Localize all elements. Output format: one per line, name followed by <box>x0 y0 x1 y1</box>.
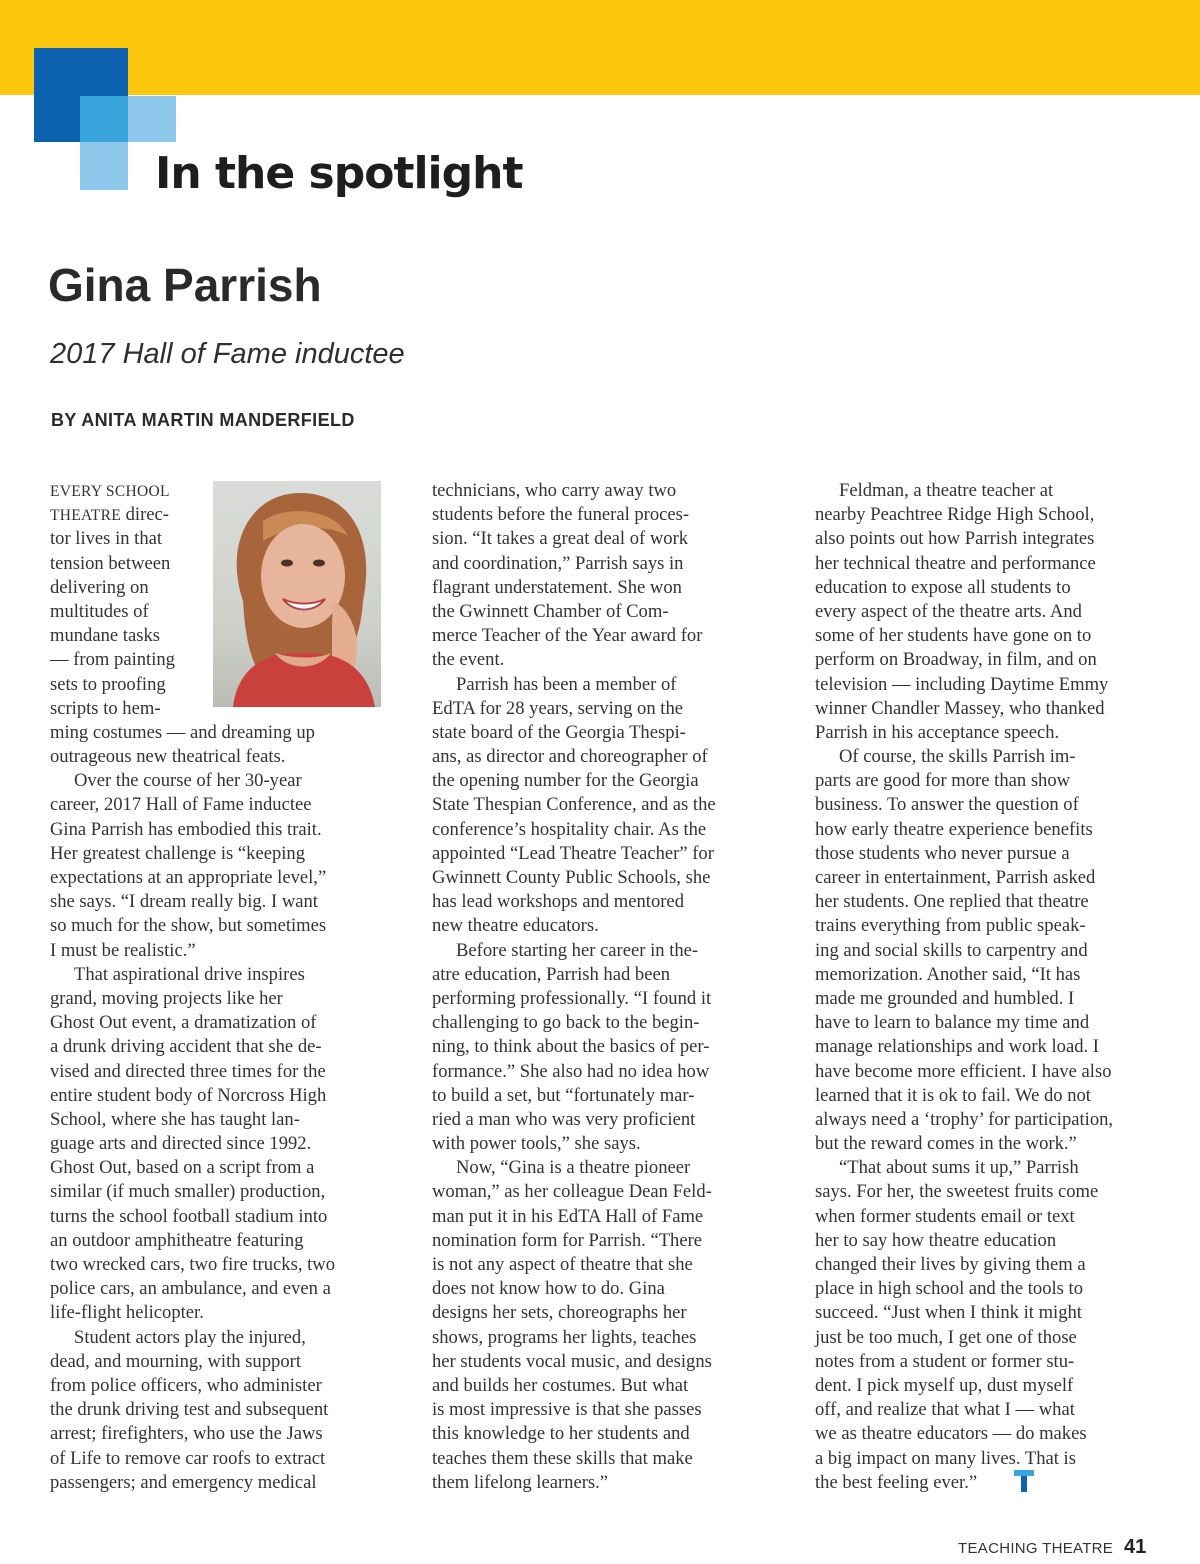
column-line: sets to proofing <box>50 673 166 695</box>
column-line: state board of the Georgia Thespi- <box>432 721 686 743</box>
column-line: perform on Broadway, in film, and on <box>815 649 1097 671</box>
column-line: her students vocal music, and designs <box>432 1350 712 1372</box>
column-line: Before starting her career in the- <box>456 939 699 961</box>
column-line: ans, as director and choreographer of <box>432 746 708 768</box>
column-line: I must be realistic.” <box>50 939 196 961</box>
column-line: dent. I pick myself up, dust myself <box>815 1374 1074 1396</box>
column-line: with power tools,” she says. <box>432 1133 641 1155</box>
column-line: always need a ‘trophy’ for participation, <box>815 1108 1114 1130</box>
column-line: vised and directed three times for the <box>50 1060 326 1082</box>
column-line: technicians, who carry away two <box>432 480 677 501</box>
article-subtitle: 2017 Hall of Fame inductee <box>50 338 405 370</box>
column-line: the opening number for the Georgia <box>432 770 699 792</box>
column-line: changed their lives by giving them a <box>815 1254 1086 1275</box>
column-line: some of her students have gone on to <box>815 625 1092 647</box>
column-line: but the reward comes in the work.” <box>815 1133 1077 1155</box>
column-line: those students who never pursue a <box>815 842 1070 864</box>
column-line: learned that it is ok to fail. We do not <box>815 1084 1091 1106</box>
column-line: police cars, an ambulance, and even a <box>50 1278 331 1300</box>
column-line: she says. “I dream really big. I want <box>50 891 318 913</box>
column-line: shows, programs her lights, teaches <box>432 1326 697 1348</box>
column-line: this knowledge to her students and <box>432 1423 690 1445</box>
column-line: from police officers, who administer <box>50 1374 322 1396</box>
column-line: EVERY SCHOOL <box>50 483 170 500</box>
column-line: woman,” as her colleague Dean Feld- <box>432 1181 712 1203</box>
column-line: two wrecked cars, two fire trucks, two <box>50 1254 336 1275</box>
column-line: That aspirational drive inspires <box>74 963 305 985</box>
article-column-1 <box>50 479 385 1495</box>
column-line: made me grounded and humbled. I <box>815 987 1075 1009</box>
column-line: is most impressive is that she passes <box>432 1399 702 1421</box>
column-line: Feldman, a theatre teacher at <box>839 480 1054 501</box>
column-line: has lead workshops and mentored <box>432 891 684 913</box>
column-line: the event. <box>432 649 505 671</box>
column-line: mundane tasks <box>50 625 160 647</box>
column-line: multitudes of <box>50 600 149 622</box>
column-line: Student actors play the injured, <box>74 1326 306 1348</box>
decorative-square-light-blue-lower <box>80 142 128 190</box>
column-line: Ghost Out, based on a script from a <box>50 1157 315 1179</box>
column-line: and coordination,” Parrish says in <box>432 552 684 574</box>
column-line: of Life to remove car roofs to extract <box>50 1447 326 1469</box>
column-line: nomination form for Parrish. “There <box>432 1229 703 1251</box>
column-line: tor lives in that <box>50 528 163 550</box>
decorative-square-mid-blue <box>80 96 128 142</box>
column-line: have to learn to balance my time and <box>815 1012 1090 1034</box>
column-line: tension between <box>50 552 171 574</box>
column-line: manage relationships and work load. I <box>815 1036 1099 1058</box>
column-line: Gina Parrish has embodied this trait. <box>50 818 322 840</box>
column-line: teaches them these skills that make <box>432 1447 693 1469</box>
column-line: says. For her, the sweetest fruits come <box>815 1181 1099 1203</box>
column-line: School, where she has taught lan- <box>50 1108 300 1130</box>
column-line: place in high school and the tools to <box>815 1278 1084 1300</box>
column-line: parts are good for more than show <box>815 770 1071 792</box>
column-line: Now, “Gina is a theatre pioneer <box>456 1157 691 1179</box>
column-line: atre education, Parrish had been <box>432 963 671 985</box>
column-line: new theatre educators. <box>432 915 599 937</box>
column-line: and builds her costumes. But what <box>432 1374 689 1396</box>
column-line: man put it in his EdTA Hall of Fame <box>432 1205 704 1227</box>
column-line: Over the course of her 30-year <box>74 770 302 792</box>
end-mark-icon <box>1014 1470 1034 1492</box>
column-line: to build a set, but “fortunately mar- <box>432 1084 695 1106</box>
column-line: her students. One replied that theatre <box>815 891 1089 913</box>
column-line: THEATRE direc- <box>50 504 169 526</box>
column-line: guage arts and directed since 1992. <box>50 1133 312 1155</box>
column-line: succeed. “Just when I think it might <box>815 1302 1082 1324</box>
column-line: when former students email or text <box>815 1205 1075 1227</box>
column-line: nearby Peachtree Ridge High School, <box>815 504 1095 526</box>
column-line: so much for the show, but sometimes <box>50 915 327 937</box>
column-line: ing and social skills to carpentry and <box>815 939 1088 961</box>
column-line: scripts to hem- <box>50 697 161 719</box>
column-line: an outdoor amphitheatre featuring <box>50 1229 304 1251</box>
column-line: Of course, the skills Parrish im- <box>839 746 1076 768</box>
column-line: EdTA for 28 years, serving on the <box>432 697 684 719</box>
column-line: life-flight helicopter. <box>50 1302 204 1324</box>
column-line: designs her sets, choreographs her <box>432 1302 687 1324</box>
column-line: also points out how Parrish integrates <box>815 528 1095 550</box>
column-line: expectations at an appropriate level,” <box>50 867 327 888</box>
column-line: a drunk driving accident that she de- <box>50 1036 322 1058</box>
column-line: off, and realize that what I — what <box>815 1399 1075 1421</box>
column-line: how early theatre experience benefits <box>815 818 1093 840</box>
column-line: we as theatre educators — do makes <box>815 1423 1087 1445</box>
column-line: students before the funeral proces- <box>432 504 690 526</box>
column-line: turns the school football stadium into <box>50 1205 328 1227</box>
header-color-bar <box>0 0 1200 95</box>
column-line: memorization. Another said, “It has <box>815 963 1081 985</box>
column-line: career in entertainment, Parrish asked <box>815 867 1096 888</box>
column-line: sion. “It takes a great deal of work <box>432 528 689 550</box>
column-line: appointed “Lead Theatre Teacher” for <box>432 842 714 864</box>
section-title: In the spotlight <box>155 148 523 199</box>
column-line: “That about sums it up,” Parrish <box>839 1157 1079 1179</box>
column-line: ried a man who was very proficient <box>432 1108 696 1130</box>
column-line: entire student body of Norcross High <box>50 1084 327 1106</box>
column-line: challenging to go back to the begin- <box>432 1012 700 1034</box>
column-line: State Thespian Conference, and as the <box>432 794 716 816</box>
column-line: — from painting <box>50 649 175 671</box>
column-line: the best feeling ever.” <box>815 1471 978 1493</box>
page-number: 41 <box>1124 1536 1147 1558</box>
column-line: flagrant understatement. She won <box>432 576 682 598</box>
column-line: grand, moving projects like her <box>50 987 283 1009</box>
column-line: is not any aspect of theatre that she <box>432 1254 693 1275</box>
column-line: Her greatest challenge is “keeping <box>50 842 306 864</box>
column-line: the Gwinnett Chamber of Com- <box>432 600 669 622</box>
column-line: arrest; firefighters, who use the Jaws <box>50 1423 323 1445</box>
column-line: ming costumes — and dreaming up <box>50 721 315 743</box>
column-line: a big impact on many lives. That is <box>815 1447 1076 1469</box>
column-line: her to say how theatre education <box>815 1229 1057 1251</box>
column-line: education to expose all students to <box>815 576 1071 598</box>
column-line: television — including Daytime Emmy <box>815 673 1109 695</box>
magazine-name: TEACHING THEATRE <box>958 1540 1114 1557</box>
column-line: notes from a student or former stu- <box>815 1350 1075 1372</box>
column-line: outrageous new theatrical feats. <box>50 746 286 768</box>
column-line: formance.” She also had no idea how <box>432 1060 710 1082</box>
column-line: Gwinnett County Public Schools, she <box>432 867 711 888</box>
column-line: dead, and mourning, with support <box>50 1350 301 1372</box>
column-line: similar (if much smaller) production, <box>50 1181 326 1203</box>
column-line: her technical theatre and performance <box>815 552 1096 574</box>
column-line: Parrish in his acceptance speech. <box>815 721 1060 743</box>
column-line: just be too much, I get one of those <box>815 1326 1077 1348</box>
column-line: does not know how to do. Gina <box>432 1278 665 1300</box>
column-line: ning, to think about the basics of per- <box>432 1036 710 1058</box>
column-line: conference’s hospitality chair. As the <box>432 818 707 840</box>
column-line: Ghost Out event, a dramatization of <box>50 1012 317 1034</box>
column-line: winner Chandler Massey, who thanked <box>815 697 1105 719</box>
byline: BY ANITA MARTIN MANDERFIELD <box>51 410 355 430</box>
column-line: business. To answer the question of <box>815 794 1079 816</box>
column-line: them lifelong learners.” <box>432 1471 609 1493</box>
column-line: merce Teacher of the Year award for <box>432 625 703 647</box>
column-line: every aspect of the theatre arts. And <box>815 600 1082 622</box>
article-column-2 <box>432 479 772 1495</box>
column-line: passengers; and emergency medical <box>50 1471 317 1493</box>
column-line: performing professionally. “I found it <box>432 987 712 1009</box>
column-line: Parrish has been a member of <box>456 673 677 695</box>
column-line: the drunk driving test and subsequent <box>50 1399 329 1421</box>
column-line: delivering on <box>50 576 149 598</box>
column-line: have become more efficient. I have also <box>815 1060 1112 1082</box>
column-line: trains everything from public speak- <box>815 915 1086 937</box>
column-line: career, 2017 Hall of Fame inductee <box>50 794 312 816</box>
article-column-3 <box>815 479 1155 1495</box>
article-title: Gina Parrish <box>48 259 322 311</box>
